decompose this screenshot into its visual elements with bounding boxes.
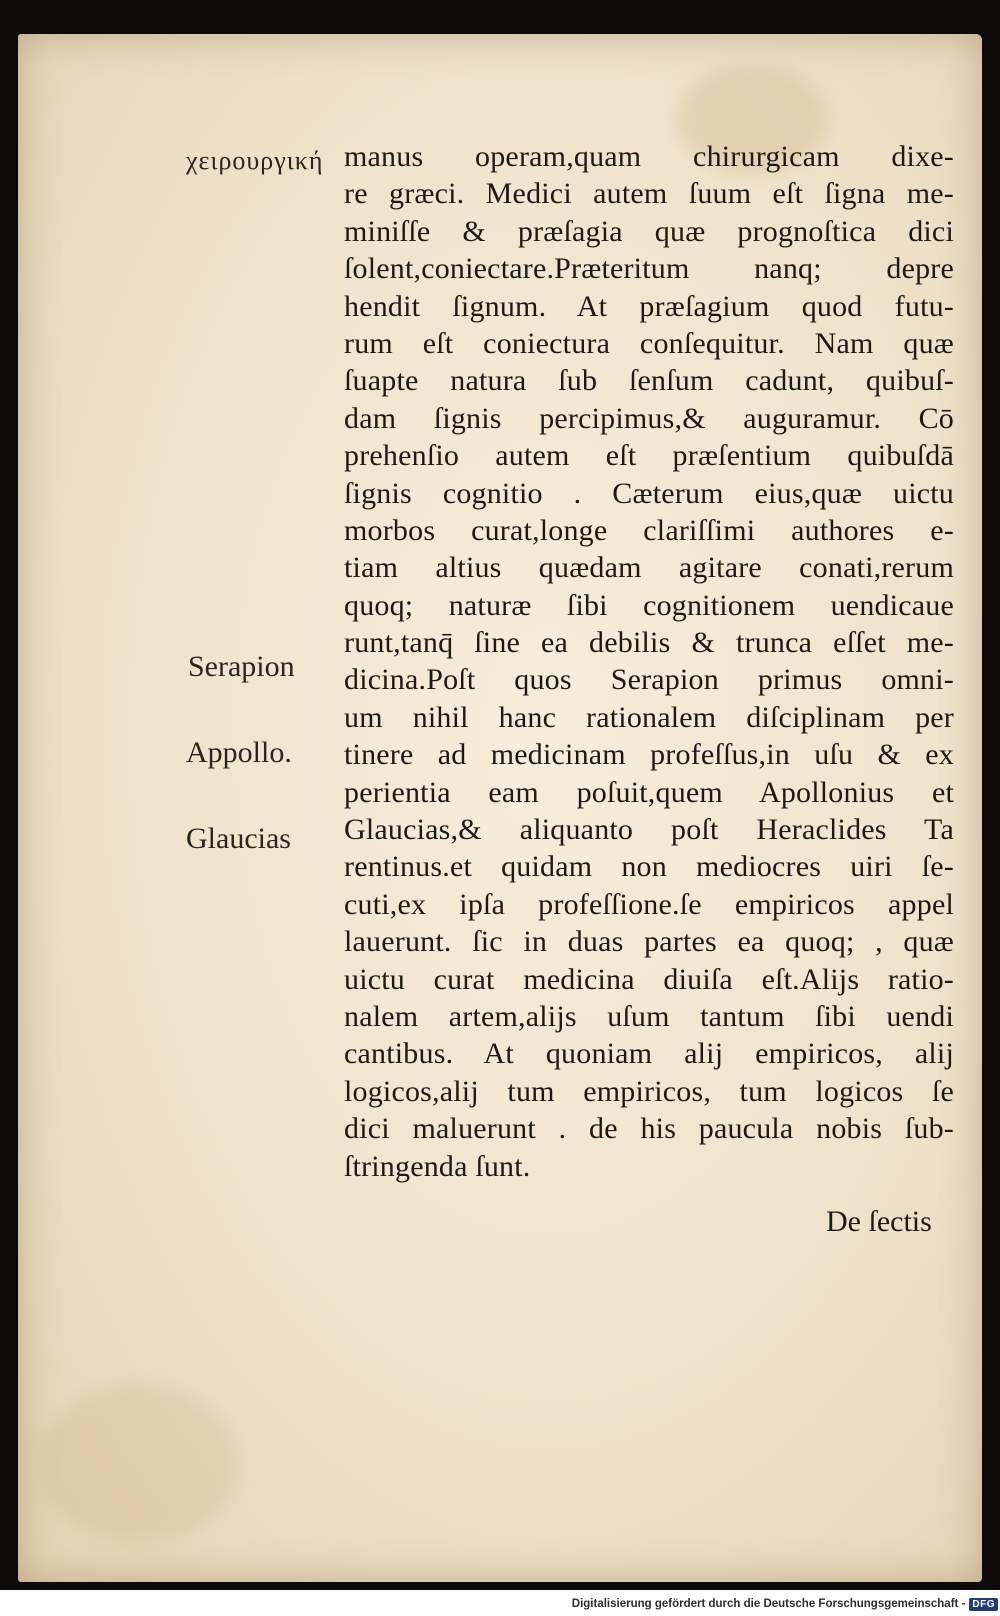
footer-credit: Digitalisierung gefördert durch die Deutsche Forschungsgemeinschaft -: [571, 1598, 966, 1610]
text-line: um nihil hanc rationalem diſciplinam per: [344, 700, 954, 734]
digitization-footer: [572, 1592, 1000, 1616]
text-line: hendit ſignum. At præſagium quod futu-: [344, 289, 954, 323]
text-line: rum eſt coniectura conſequitur. Nam quæ: [344, 326, 954, 360]
text-line: tinere ad medicinam profeſſus,in uſu & ex: [344, 738, 954, 772]
text-line: cuti,ex ipſa profeſſione.ſe empiricos appel: [344, 887, 954, 921]
water-stain: [38, 1384, 238, 1544]
text-line: logicos,alij tum empiricos, tum logicos ſe: [344, 1074, 954, 1108]
text-line: ſolent,coniectare.Præteritum nanq; depre: [344, 252, 954, 286]
text-line: dici maluerunt . de his paucula nobis ſub-: [344, 1112, 954, 1146]
text-line: ſuapte natura ſub ſenſum cadunt, quibuſ-: [344, 364, 954, 398]
dfg-logo-icon: DFG: [969, 1598, 998, 1611]
text-line: uictu curat medicina diuiſa eſt.Alijs ratio-: [344, 962, 954, 996]
margin-note-glaucias: Glaucias: [186, 822, 291, 855]
text-line: cantibus. At quoniam alij empiricos, alij: [344, 1037, 954, 1071]
text-line: manus operam,quam chirurgicam dixe-: [344, 140, 954, 173]
text-line: miniſſe & præſagia quæ prognoſtica dici: [344, 214, 954, 248]
body-text: [344, 138, 954, 1185]
text-line: ſignis cognitio . Cæterum eius,quæ uictu: [344, 476, 954, 510]
margin-note-apollo: Appollo.: [186, 736, 292, 769]
text-line: quoq; naturæ ſibi cognitionem uendicaue: [344, 588, 954, 622]
text-line: dam ſignis percipimus,& auguramur. Cō: [344, 401, 954, 435]
margin-note-serapion: Serapion: [188, 650, 295, 683]
text-line: morbos curat,longe clariſſimi authores e-: [344, 513, 954, 547]
text-line: perientia eam poſuit,quem Apollonius et: [344, 775, 954, 809]
text-line: rentinus.et quidam non mediocres uiri ſe-: [344, 850, 954, 884]
text-line-last: ſtringenda ſunt.: [344, 1149, 531, 1183]
catchword: De ſectis: [826, 1205, 932, 1238]
margin-note-greek: χειρουργική: [186, 146, 324, 175]
text-line: tiam altius quædam agitare conati,rerum: [344, 551, 954, 585]
text-line: lauerunt. ſic in duas partes ea quoq; , quæ: [344, 925, 954, 959]
text-line: Glaucias,& aliquanto poſt Heraclides Ta: [344, 813, 954, 847]
text-line: nalem artem,alijs uſum tantum ſibi uendi: [344, 999, 954, 1033]
text-line: prehenſio autem eſt præſentium quibuſdā: [344, 439, 954, 473]
text-line: dicina.Poſt quos Serapion primus omni-: [344, 663, 954, 697]
text-line: runt,tanq̄ ſine ea debilis & trunca eſſet me-: [344, 626, 954, 660]
text-line: re græci. Medici autem ſuum eſt ſigna me-: [344, 177, 954, 211]
